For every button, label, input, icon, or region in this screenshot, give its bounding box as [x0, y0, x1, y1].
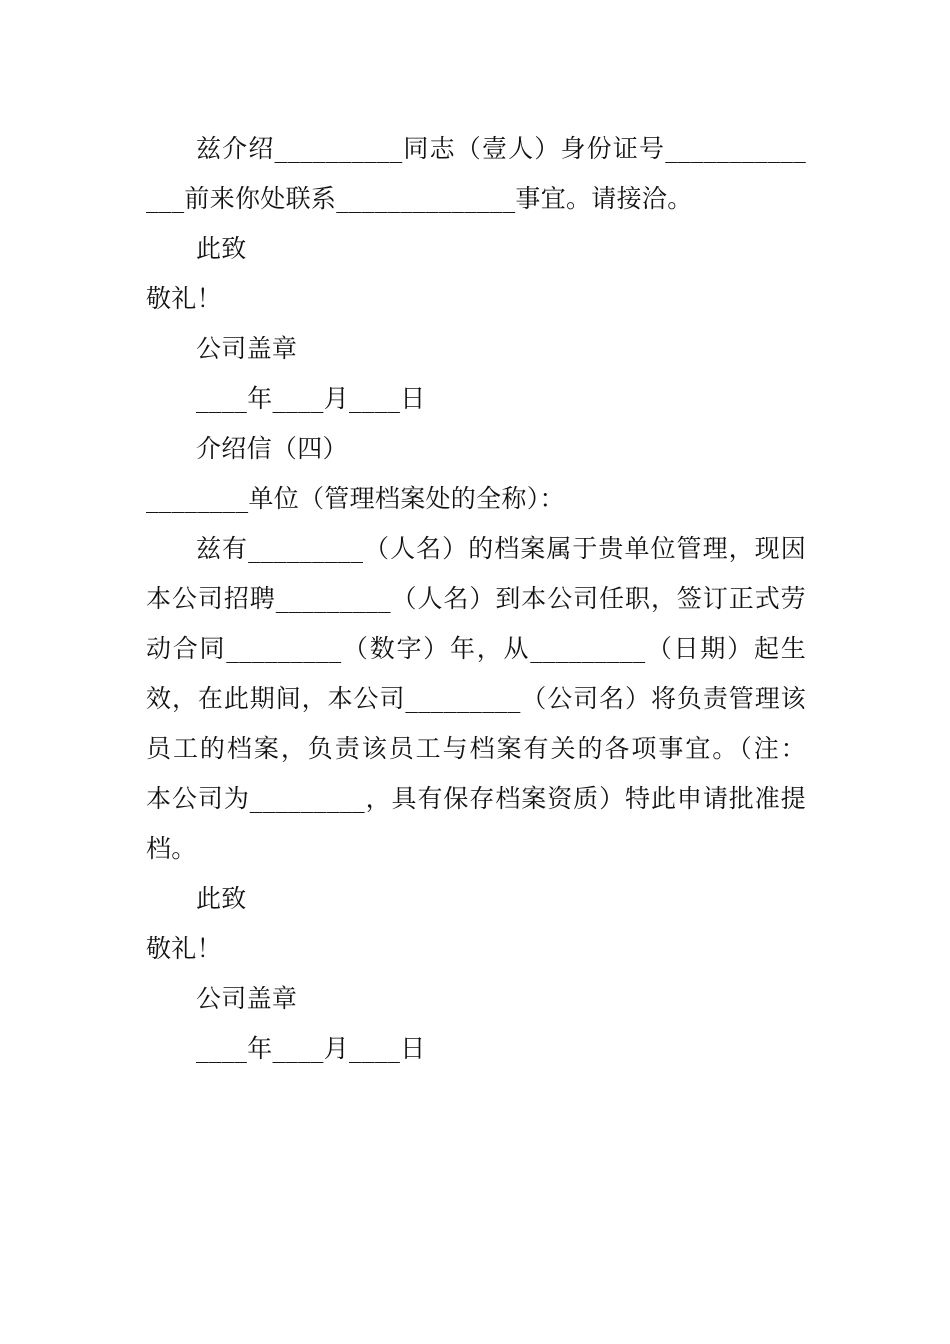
body-line-4: 效，在此期间，本公司_________（公司名）将负责管理该 [146, 684, 806, 713]
body-line-7: 档。 [146, 834, 197, 863]
intro-line-2: ___前来你处联系______________事宜。请接洽。 [146, 184, 693, 213]
body-line-2: 本公司招聘_________（人名）到本公司任职，签订正式劳 [146, 584, 806, 613]
regards-2: 敬礼！ [146, 934, 222, 963]
intro-line-1: 兹介绍__________同志（壹人）身份证号___________ [196, 134, 806, 163]
body-line-6: 本公司为_________，具有保存档案资质）特此申请批准提 [146, 784, 806, 813]
body-line-3: 动合同_________（数字）年，从_________（日期）起生 [146, 634, 806, 663]
company-seal-1: 公司盖章 [196, 334, 298, 363]
regards-1: 敬礼！ [146, 284, 222, 313]
date-line-2: ____年____月____日 [196, 1034, 426, 1063]
salutation-1: 此致 [196, 234, 247, 263]
body-line-1: 兹有_________（人名）的档案属于贵单位管理，现因 [196, 534, 806, 563]
recipient-line: ________单位（管理档案处的全称）： [146, 484, 565, 513]
letter-four-title: 介绍信（四） [196, 434, 348, 463]
date-line-1: ____年____月____日 [196, 384, 426, 413]
salutation-2: 此致 [196, 884, 247, 913]
company-seal-2: 公司盖章 [196, 984, 298, 1013]
body-line-5: 员工的档案，负责该员工与档案有关的各项事宜。（注： [146, 734, 806, 763]
